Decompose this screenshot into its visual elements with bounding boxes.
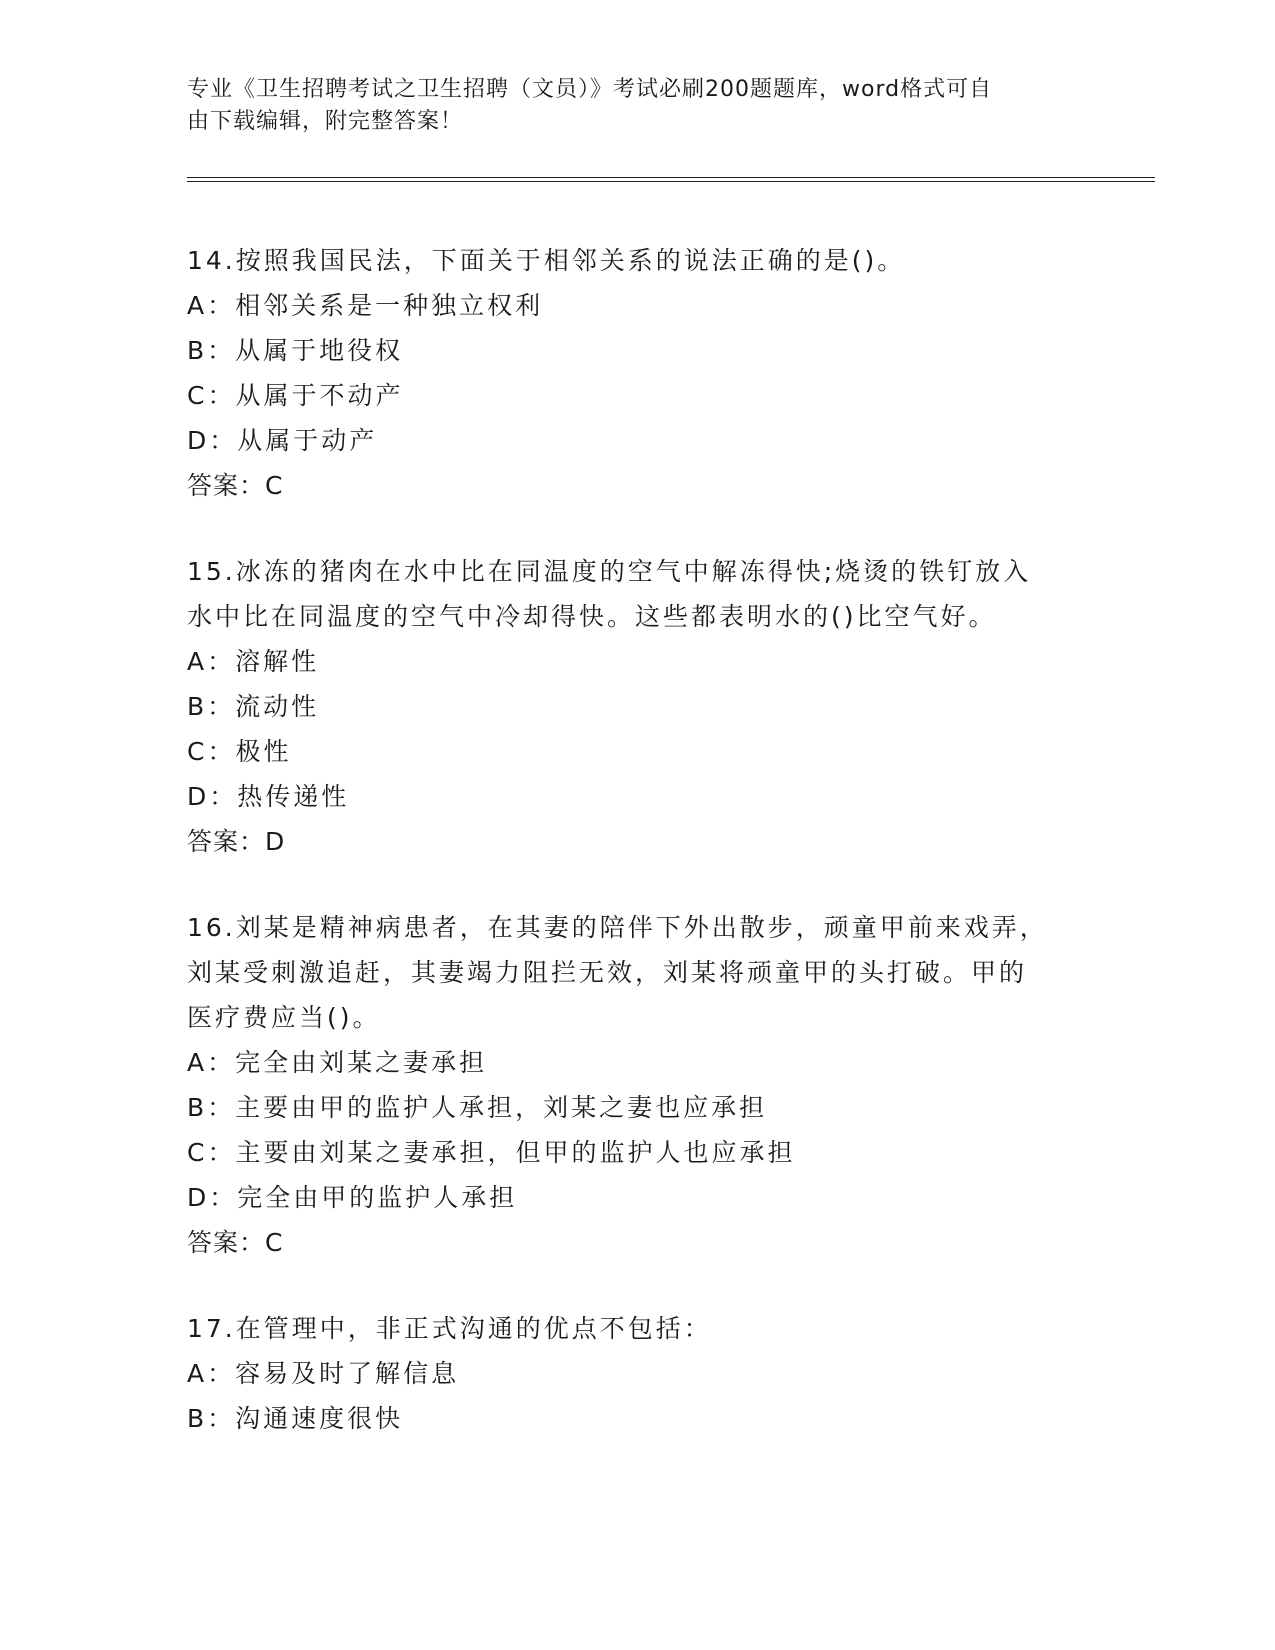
- option-b: B：沟通速度很快: [187, 1404, 404, 1433]
- question-list: [187, 238, 1067, 1482]
- option-c: C：主要由刘某之妻承担，但甲的监护人也应承担: [187, 1138, 796, 1167]
- answer: 答案：C: [187, 471, 284, 500]
- option-b: B：流动性: [187, 692, 320, 721]
- header-note-line-2: 由下载编辑，附完整答案！: [187, 109, 464, 134]
- question-stem-line-2: 水中比在同温度的空气中冷却得快。这些都表明水的()比空气好。: [187, 602, 997, 631]
- option-c: C：极性: [187, 737, 292, 766]
- question-stem-line-3: 医疗费应当()。: [187, 1003, 381, 1032]
- option-b: B：从属于地役权: [187, 336, 404, 365]
- question-stem: 17.在管理中，非正式沟通的优点不包括：: [187, 1314, 712, 1343]
- question-14: [187, 238, 1067, 508]
- answer: 答案：C: [187, 1228, 284, 1257]
- question-17: [187, 1306, 1067, 1441]
- option-a: A：容易及时了解信息: [187, 1359, 460, 1388]
- option-a: A：溶解性: [187, 647, 320, 676]
- option-d: D：从属于动产: [187, 426, 378, 455]
- option-c: C：从属于不动产: [187, 381, 404, 410]
- question-stem-line-2: 刘某受刺激追赶，其妻竭力阻拦无效，刘某将顽童甲的头打破。甲的: [187, 958, 1028, 987]
- header-note-line-1: 专业《卫生招聘考试之卫生招聘（文员）》考试必刷200题题库，word格式可自: [187, 77, 993, 102]
- option-a: A：相邻关系是一种独立权利: [187, 291, 544, 320]
- question-stem-line-1: 15.冰冻的猪肉在水中比在同温度的空气中解冻得快;烧烫的铁钉放入: [187, 557, 1032, 586]
- option-b: B：主要由甲的监护人承担，刘某之妻也应承担: [187, 1093, 768, 1122]
- question-stem-line-1: 16.刘某是精神病患者，在其妻的陪伴下外出散步，顽童甲前来戏弄，: [187, 913, 1048, 942]
- question-15: [187, 549, 1067, 864]
- option-d: D：完全由甲的监护人承担: [187, 1183, 518, 1212]
- answer: 答案：D: [187, 827, 286, 856]
- question-16: [187, 905, 1067, 1265]
- header-note: [187, 74, 1067, 138]
- question-stem: 14.按照我国民法，下面关于相邻关系的说法正确的是()。: [187, 246, 906, 275]
- option-d: D：热传递性: [187, 782, 350, 811]
- header-divider: [187, 177, 1155, 182]
- option-a: A：完全由刘某之妻承担: [187, 1048, 488, 1077]
